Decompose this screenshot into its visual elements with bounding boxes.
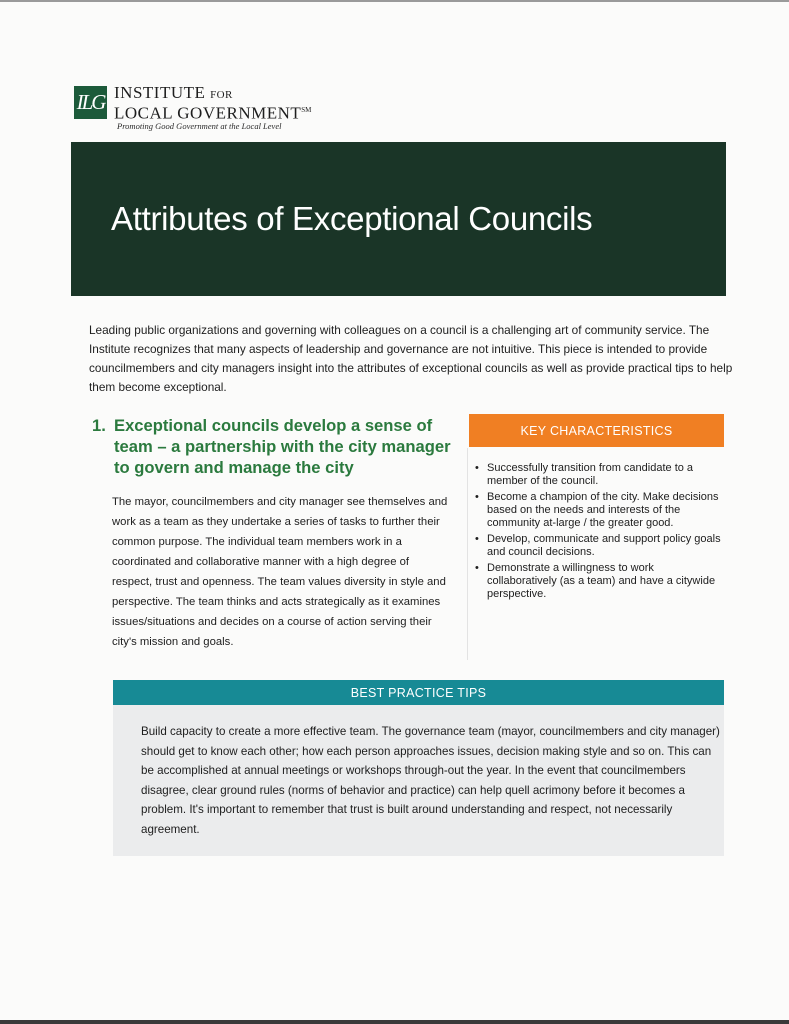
key-characteristic-item: • Become a champion of the city. Make decisions based on the needs and interests of the community at-large / the greater good. <box>475 491 725 530</box>
best-practice-box <box>113 680 724 856</box>
logo-line-2 <box>114 101 311 123</box>
logo-local-government: LOCAL GOVERNMENT <box>114 103 302 123</box>
logo-tagline: Promoting Good Government at the Local Level <box>117 121 282 131</box>
section-body: The mayor, councilmembers and city manager see themselves and work as a team as they undertake a series of tasks to further their common purpose. The individual team members work in a coordinated and collaborative manner with a high degree of respect, trust and openness. The team values diversity in style and perspective. The team thinks and acts strategically as it examines issues/situations and decides on a course of action serving their city's mission and goals. <box>112 496 448 648</box>
ilg-logo <box>72 84 372 136</box>
intro-paragraph: Leading public organizations and governing with colleagues on a council is a challenging art of community service. The Institute recognizes that many aspects of leadership and governance are not intuitive. This piece is intended to provide councilmembers and city managers insight into the attributes of exceptional councils as well as provide practical tips to help them become exceptional. <box>89 323 733 394</box>
page-top-edge <box>0 0 789 2</box>
logo-for: FOR <box>210 89 233 101</box>
best-practice-title: BEST PRACTICE TIPS <box>350 685 487 700</box>
key-characteristics-list <box>475 462 725 604</box>
key-characteristic-item: • Successfully transition from candidate to a member of the council. <box>475 462 725 488</box>
section-heading-text: Exceptional councils develop a sense of team – a partnership with the city manager to govern and manage the city <box>114 416 451 477</box>
column-divider <box>467 448 468 660</box>
key-characteristics-header <box>469 414 724 447</box>
key-characteristic-item: • Demonstrate a willingness to work collaboratively (as a team) and have a citywide perspective. <box>475 562 725 601</box>
best-practice-text: Build capacity to create a more effective team. The governance team (mayor, councilmembers and city manager) should get to know each other; how each person approaches issues, decision making style and so on. This can be accomplished at annual meetings or workshops through-out the year. In the event that councilmembers disagree, clear ground rules (norms of behavior and practice) can help quell acrimony before it becomes a problem. It's important to remember that trust is built around understanding and respect, not necessarily agreement. <box>141 725 720 836</box>
logo-institute: INSTITUTE <box>114 83 211 102</box>
best-practice-header <box>113 680 724 705</box>
section-number: 1. <box>92 416 106 435</box>
page-bottom-edge <box>0 1020 789 1024</box>
key-characteristics-title: KEY CHARACTERISTICS <box>520 423 673 438</box>
ilg-logo-mark: ILG <box>74 86 107 119</box>
key-characteristic-item: • Develop, communicate and support policy goals and council decisions. <box>475 533 725 559</box>
section-heading <box>92 415 462 478</box>
logo-service-mark: SM <box>301 106 312 114</box>
title-banner <box>71 142 726 296</box>
page-title: Attributes of Exceptional Councils <box>111 200 593 237</box>
